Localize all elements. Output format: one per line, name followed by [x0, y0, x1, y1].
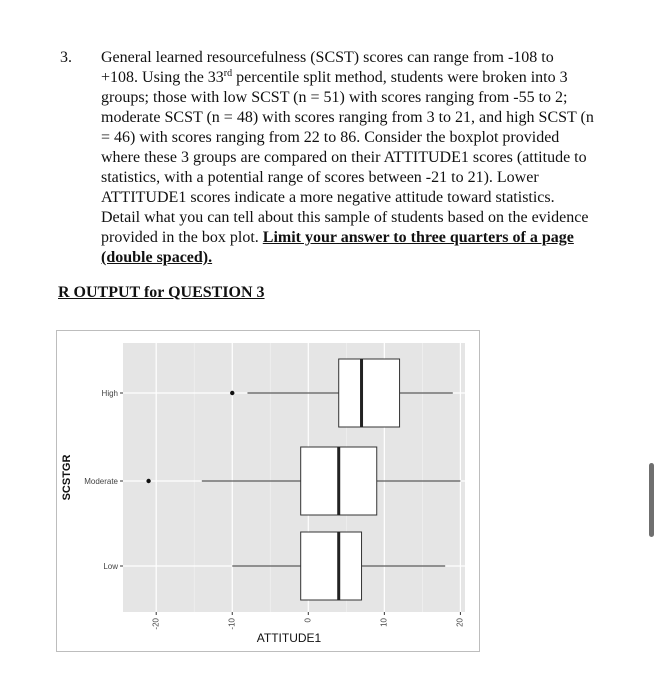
question-line-4: moderate SCST (n = 48) with scores ranging from 3 to 21, and high SCST (n	[101, 109, 594, 126]
section-heading: R OUTPUT for QUESTION 3	[58, 284, 265, 301]
question-line-7: statistics, with a potential range of scores between -21 to 21). Lower	[101, 169, 539, 186]
question-line-2	[101, 68, 631, 88]
question-text	[101, 48, 631, 268]
x-tick-label: 10	[379, 618, 389, 627]
question-line-11: (double spaced).	[101, 249, 213, 266]
y-tick-label: Moderate	[84, 477, 118, 486]
boxplot-figure	[56, 330, 480, 652]
question-line-6: where these 3 groups are compared on their ATTITUDE1 scores (attitude to	[101, 149, 587, 166]
x-axis-title: ATTITUDE1	[256, 631, 322, 645]
question-line-2-start: +108. Using the 33	[101, 69, 224, 86]
scrollbar-thumb[interactable]	[649, 463, 654, 537]
x-tick-label: 20	[455, 618, 465, 627]
x-tick-label: 0	[303, 618, 313, 623]
outlier-point	[146, 479, 150, 483]
interquartile-box	[339, 359, 400, 427]
outlier-point	[230, 391, 234, 395]
question-line-10-start: provided in the box plot.	[101, 229, 263, 246]
question-number: 3.	[60, 49, 72, 66]
y-tick-label: Low	[103, 562, 118, 571]
y-tick-label: High	[101, 389, 118, 398]
boxplot-chart	[56, 330, 480, 652]
question-line-9: Detail what you can tell about this sample of students based on the evidence	[101, 209, 589, 226]
length-limit-instruction: Limit your answer to three quarters of a page	[262, 229, 574, 246]
question-line-5: = 46) with scores ranging from 22 to 86. Consider the boxplot provided	[101, 129, 560, 146]
y-axis-title: SCSTGR	[61, 454, 73, 501]
x-tick-label: -10	[227, 618, 237, 630]
plot-panel	[123, 343, 465, 612]
interquartile-box	[301, 532, 362, 600]
question-line-3: groups; those with low SCST (n = 51) with scores ranging from -55 to 2;	[101, 89, 568, 106]
question-line-10	[101, 228, 631, 248]
ordinal-suffix: rd	[223, 68, 233, 79]
x-tick-label: -20	[151, 618, 161, 630]
question-line-2-end: percentile split method, students were broken into 3	[232, 69, 568, 86]
question-line-1: General learned resourcefulness (SCST) scores can range from -108 to	[101, 49, 554, 66]
question-line-8: ATTITUDE1 scores indicate a more negative attitude toward statistics.	[101, 189, 555, 206]
